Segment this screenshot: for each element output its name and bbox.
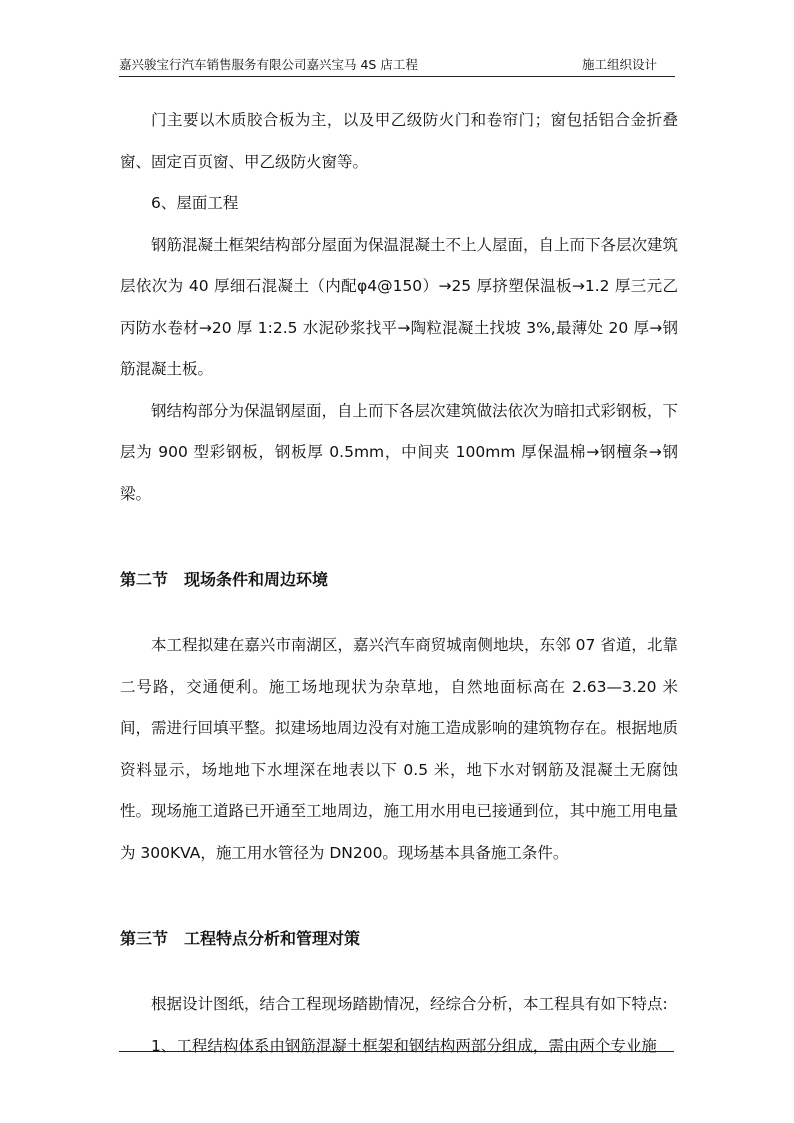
paragraph-steel-roof: 钢结构部分为保温钢屋面，自上而下各层次建筑做法依次为暗扣式彩钢板，下层为 900 型彩钢板，钢板厚 0.5mm，中间夹 100mm 厚保温棉→钢檀条→钢梁。 xyxy=(120,401,679,503)
page-header xyxy=(119,56,675,77)
section-heading-project-features: 第三节 工程特点分析和管理对策 xyxy=(120,929,361,948)
paragraph-features-intro: 根据设计图纸，结合工程现场踏勘情况，经综合分析，本工程具有如下特点: xyxy=(151,995,668,1013)
footer-rule xyxy=(119,1051,674,1052)
paragraph-feature-1: 1、工程结构体系由钢筋混凝土框架和钢结构两部分组成，需由两个专业施 xyxy=(151,1036,657,1055)
header-project-title: 嘉兴骏宝行汽车销售服务有限公司嘉兴宝马 4S 店工程 xyxy=(119,57,418,72)
header-document-type: 施工组织设计 xyxy=(581,57,657,72)
section-heading-site-conditions: 第二节 现场条件和周边环境 xyxy=(120,570,329,589)
subheading-roof-works: 6、屋面工程 xyxy=(151,194,239,212)
paragraph-doors-windows: 门主要以木质胶合板为主，以及甲乙级防火门和卷帘门；窗包括铝合金折叠窗、固定百页窗、甲乙级防火窗等。 xyxy=(120,111,678,171)
paragraph-site-conditions: 本工程拟建在嘉兴市南湖区，嘉兴汽车商贸城南侧地块，东邻 07 省道，北靠二号路，交通便利。施工场地现状为杂草地，自然地面标高在 2.63—3.20 米间，需进行回填平整。拟建场地周边没有对施工造成影响的建筑物存在。根据地质资料显示，场地地下水埋深在地表以下 0.5 米，地下水对钢筋及混凝土无腐蚀性。现场施工道路已开通至工地周边，施工用水用电已接通到位，其中施工用电量为 300KVA，施工用水管径为 DN200。现场基本具备施工条件。 xyxy=(120,636,679,862)
page-body xyxy=(120,100,678,1067)
paragraph-concrete-roof: 钢筋混凝土框架结构部分屋面为保温混凝土不上人屋面，自上而下各层次建筑层依次为 40 厚细石混凝土（内配φ4@150）→25 厚挤塑保温板→1.2 厚三元乙丙防水卷材→20 厚 1:2.5 水泥砂浆找平→陶粒混凝土找坡 3%,最薄处 20 厚→钢筋混凝土板。 xyxy=(120,235,679,378)
